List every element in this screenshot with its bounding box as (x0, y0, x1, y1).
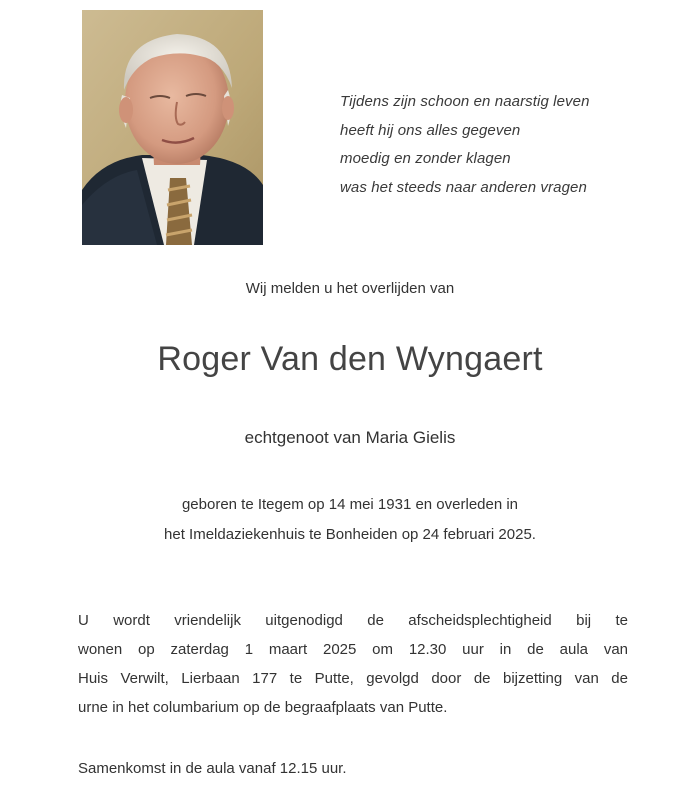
birth-death-details (0, 490, 700, 550)
announcement: Wij melden u het overlijden van (245, 280, 455, 297)
invitation-line: urne in het columbarium op de begraafplaats van Putte. (78, 699, 448, 716)
gathering-time: Samenkomst in de aula vanaf 12.15 uur. (78, 760, 347, 777)
portrait-photo (82, 10, 263, 245)
poem-line: heeft hij ons alles gegeven (340, 121, 521, 139)
deceased-name: Roger Van den Wyngaert (157, 340, 543, 378)
birth-death-line: geboren te Itegem op 14 mei 1931 en overleden in (181, 496, 519, 513)
invitation-line: wonen op zaterdag 1 maart 2025 om 12.30 uur in de aula van (78, 641, 628, 658)
poem-line: was het steeds naar anderen vragen (340, 178, 587, 196)
spouse-line: echtgenoot van Maria Gielis (244, 428, 456, 447)
poem (340, 88, 680, 202)
poem-line: moedig en zonder klagen (340, 150, 511, 167)
birth-death-line: het Imeldaziekenhuis te Bonheiden op 24 februari 2025. (164, 526, 536, 543)
invitation-line: Huis Verwilt, Lierbaan 177 te Putte, gevolgd door de bijzetting van de (78, 670, 628, 687)
invitation-line: U wordt vriendelijk uitgenodigd de afscheidsplechtigheid bij te (78, 612, 628, 629)
invitation-paragraph (78, 606, 628, 722)
poem-line: Tijdens zijn schoon en naarstig leven (340, 93, 590, 110)
